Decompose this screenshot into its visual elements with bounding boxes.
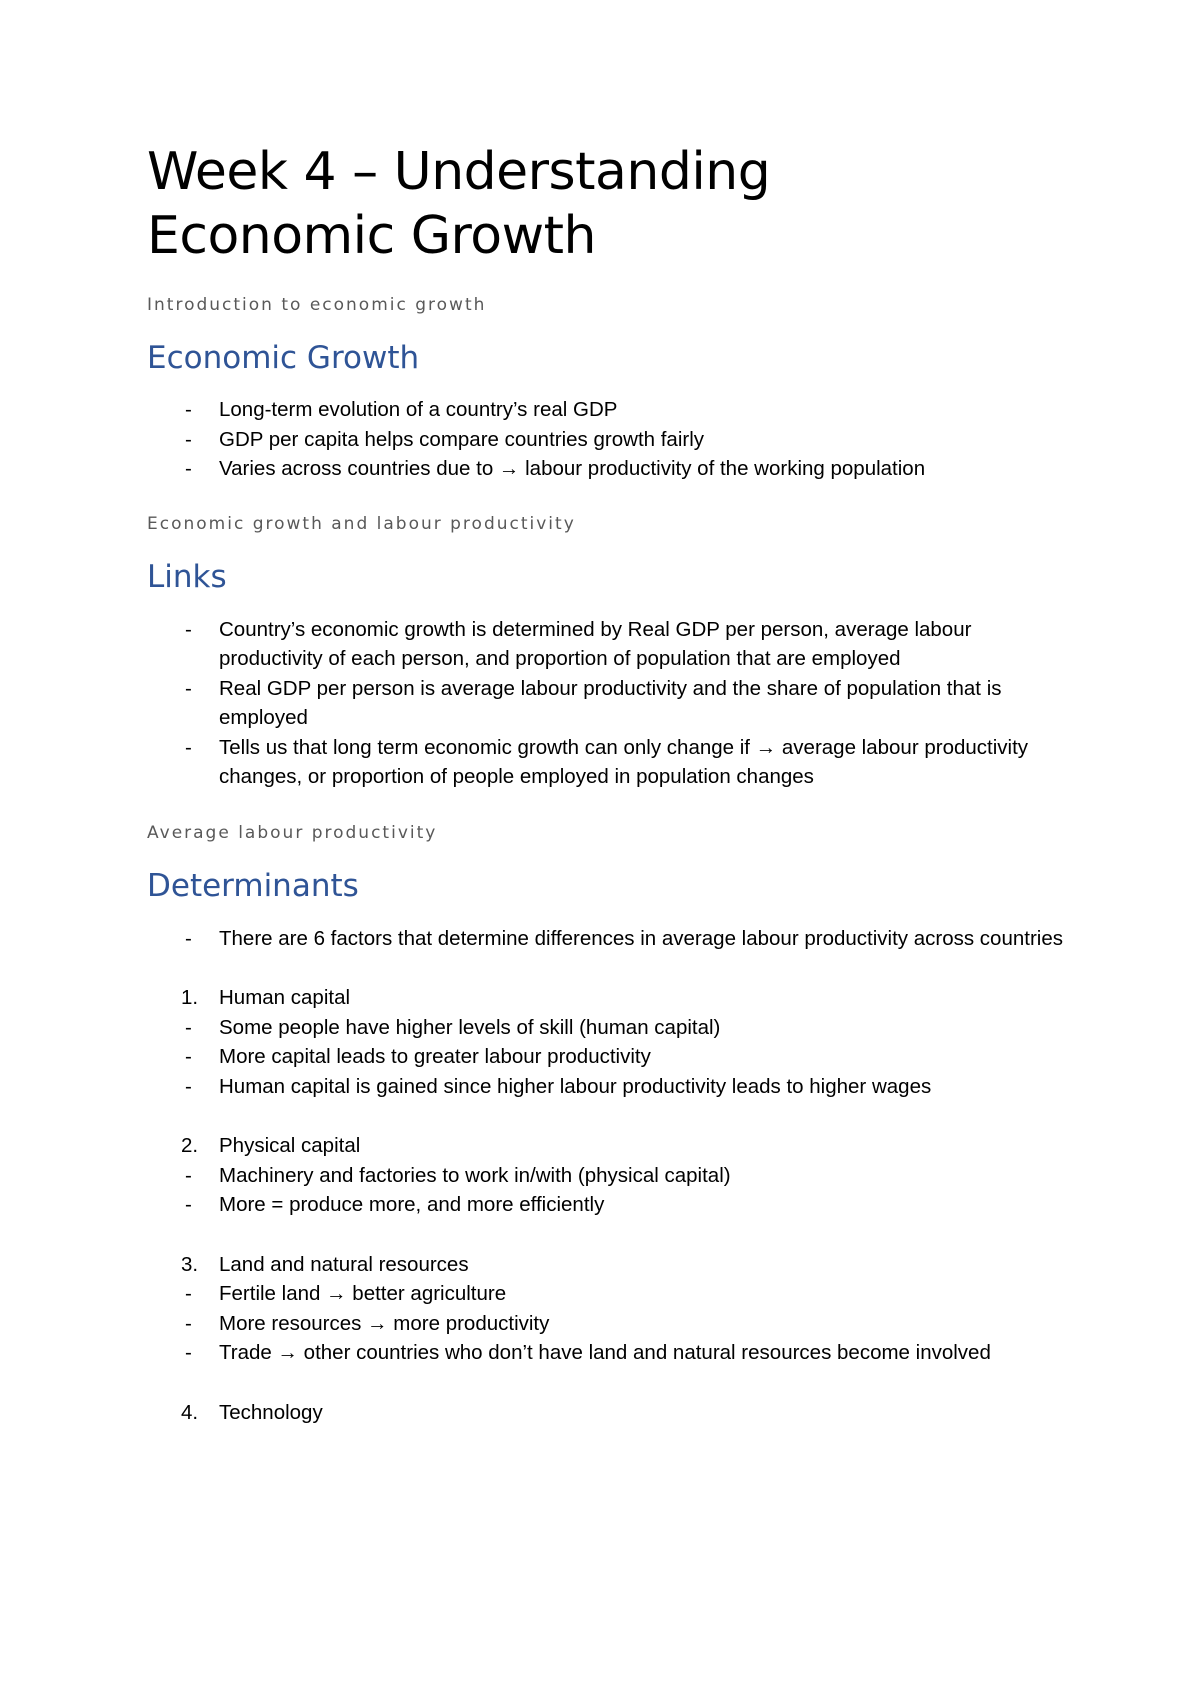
section-subtitle: Average labour productivity xyxy=(147,822,438,843)
factor-number: 3. xyxy=(181,1252,199,1276)
list-item-text: More = produce more, and more efficiently xyxy=(219,1193,605,1216)
bullet-marker: - xyxy=(185,1282,192,1305)
list-item-text: Tells us that long term economic growth can only change if → average labour productivity changes, or proportion of people employed in population changes xyxy=(219,735,1029,788)
bullet-list xyxy=(147,395,1067,484)
factor-name: Human capital xyxy=(219,986,351,1009)
list-item xyxy=(147,395,1067,425)
list-item xyxy=(147,1072,1067,1102)
factor-number: 4. xyxy=(181,1400,199,1424)
factor-heading xyxy=(147,1398,1067,1428)
factor-number: 2. xyxy=(181,1134,199,1157)
factor-heading xyxy=(147,1131,1067,1161)
list-item xyxy=(147,1013,1067,1043)
bullet-marker: - xyxy=(185,1163,192,1187)
list-item-text: There are 6 factors that determine differences in average labour productivity across countries xyxy=(219,926,1063,950)
bullet-marker: - xyxy=(185,735,192,759)
list-item-text: More capital leads to greater labour productivity xyxy=(219,1045,651,1068)
factor-list xyxy=(147,1131,1067,1220)
list-item-text: Trade → other countries who don’t have land and natural resources become involved xyxy=(219,1341,991,1364)
bullet-marker: - xyxy=(185,457,192,480)
bullet-marker: - xyxy=(185,427,192,451)
bullet-marker: - xyxy=(185,617,192,641)
list-item xyxy=(147,1309,1067,1339)
list-item-text: GDP per capita helps compare countries growth fairly xyxy=(219,427,705,451)
bullet-list xyxy=(147,615,1067,792)
bullet-marker: - xyxy=(185,1045,192,1068)
title-line-2: Economic Growth xyxy=(147,206,596,266)
bullet-marker: - xyxy=(185,1193,192,1216)
factor-name: Physical capital xyxy=(219,1134,361,1157)
list-item-text: Country’s economic growth is determined by Real GDP per person, average labour productivity of each person, and proportion of population that are employed xyxy=(219,617,972,670)
list-item-text: Some people have higher levels of skill (human capital) xyxy=(219,1015,721,1039)
list-item-text: Real GDP per person is average labour productivity and the share of population that is employed xyxy=(219,676,1002,729)
title-line-1: Week 4 – Understanding xyxy=(147,142,771,202)
factor-list xyxy=(147,983,1067,1101)
list-item xyxy=(147,1161,1067,1191)
bullet-marker: - xyxy=(185,398,192,421)
section-heading: Links xyxy=(147,558,227,595)
bullet-marker: - xyxy=(185,1341,192,1364)
list-item xyxy=(147,1338,1067,1368)
list-item xyxy=(147,454,1067,484)
bullet-marker: - xyxy=(185,926,192,950)
bullet-marker: - xyxy=(185,1311,192,1335)
list-item-text: Fertile land → better agriculture xyxy=(219,1282,507,1305)
list-item-text: Machinery and factories to work in/with (physical capital) xyxy=(219,1163,731,1187)
list-item xyxy=(147,1279,1067,1309)
factor-list xyxy=(147,1398,1067,1428)
document-title xyxy=(147,140,1067,268)
list-item-text: Human capital is gained since higher labour productivity leads to higher wages xyxy=(219,1074,932,1098)
bullet-marker: - xyxy=(185,676,192,700)
bullet-marker: - xyxy=(185,1074,192,1098)
factor-name: Technology xyxy=(219,1400,323,1424)
list-item xyxy=(147,425,1067,455)
factor-heading xyxy=(147,1250,1067,1280)
list-item xyxy=(147,1042,1067,1072)
factor-name: Land and natural resources xyxy=(219,1252,469,1276)
list-item xyxy=(147,674,1067,733)
factor-heading xyxy=(147,983,1067,1013)
document-page xyxy=(147,140,1067,1427)
list-item xyxy=(147,924,1067,954)
bullet-list xyxy=(147,924,1067,954)
factor-list xyxy=(147,1250,1067,1368)
list-item-text: More resources → more productivity xyxy=(219,1311,550,1335)
list-item-text: Long-term evolution of a country’s real GDP xyxy=(219,398,618,421)
section-heading: Economic Growth xyxy=(147,340,420,376)
factor-number: 1. xyxy=(181,986,199,1009)
bullet-marker: - xyxy=(185,1015,192,1039)
section-subtitle: Economic growth and labour productivity xyxy=(147,513,576,534)
list-item xyxy=(147,615,1067,674)
list-item xyxy=(147,733,1067,792)
list-item xyxy=(147,1190,1067,1220)
section-heading: Determinants xyxy=(147,867,359,904)
list-item-text: Varies across countries due to → labour productivity of the working population xyxy=(219,457,926,480)
section-subtitle: Introduction to economic growth xyxy=(147,295,487,315)
